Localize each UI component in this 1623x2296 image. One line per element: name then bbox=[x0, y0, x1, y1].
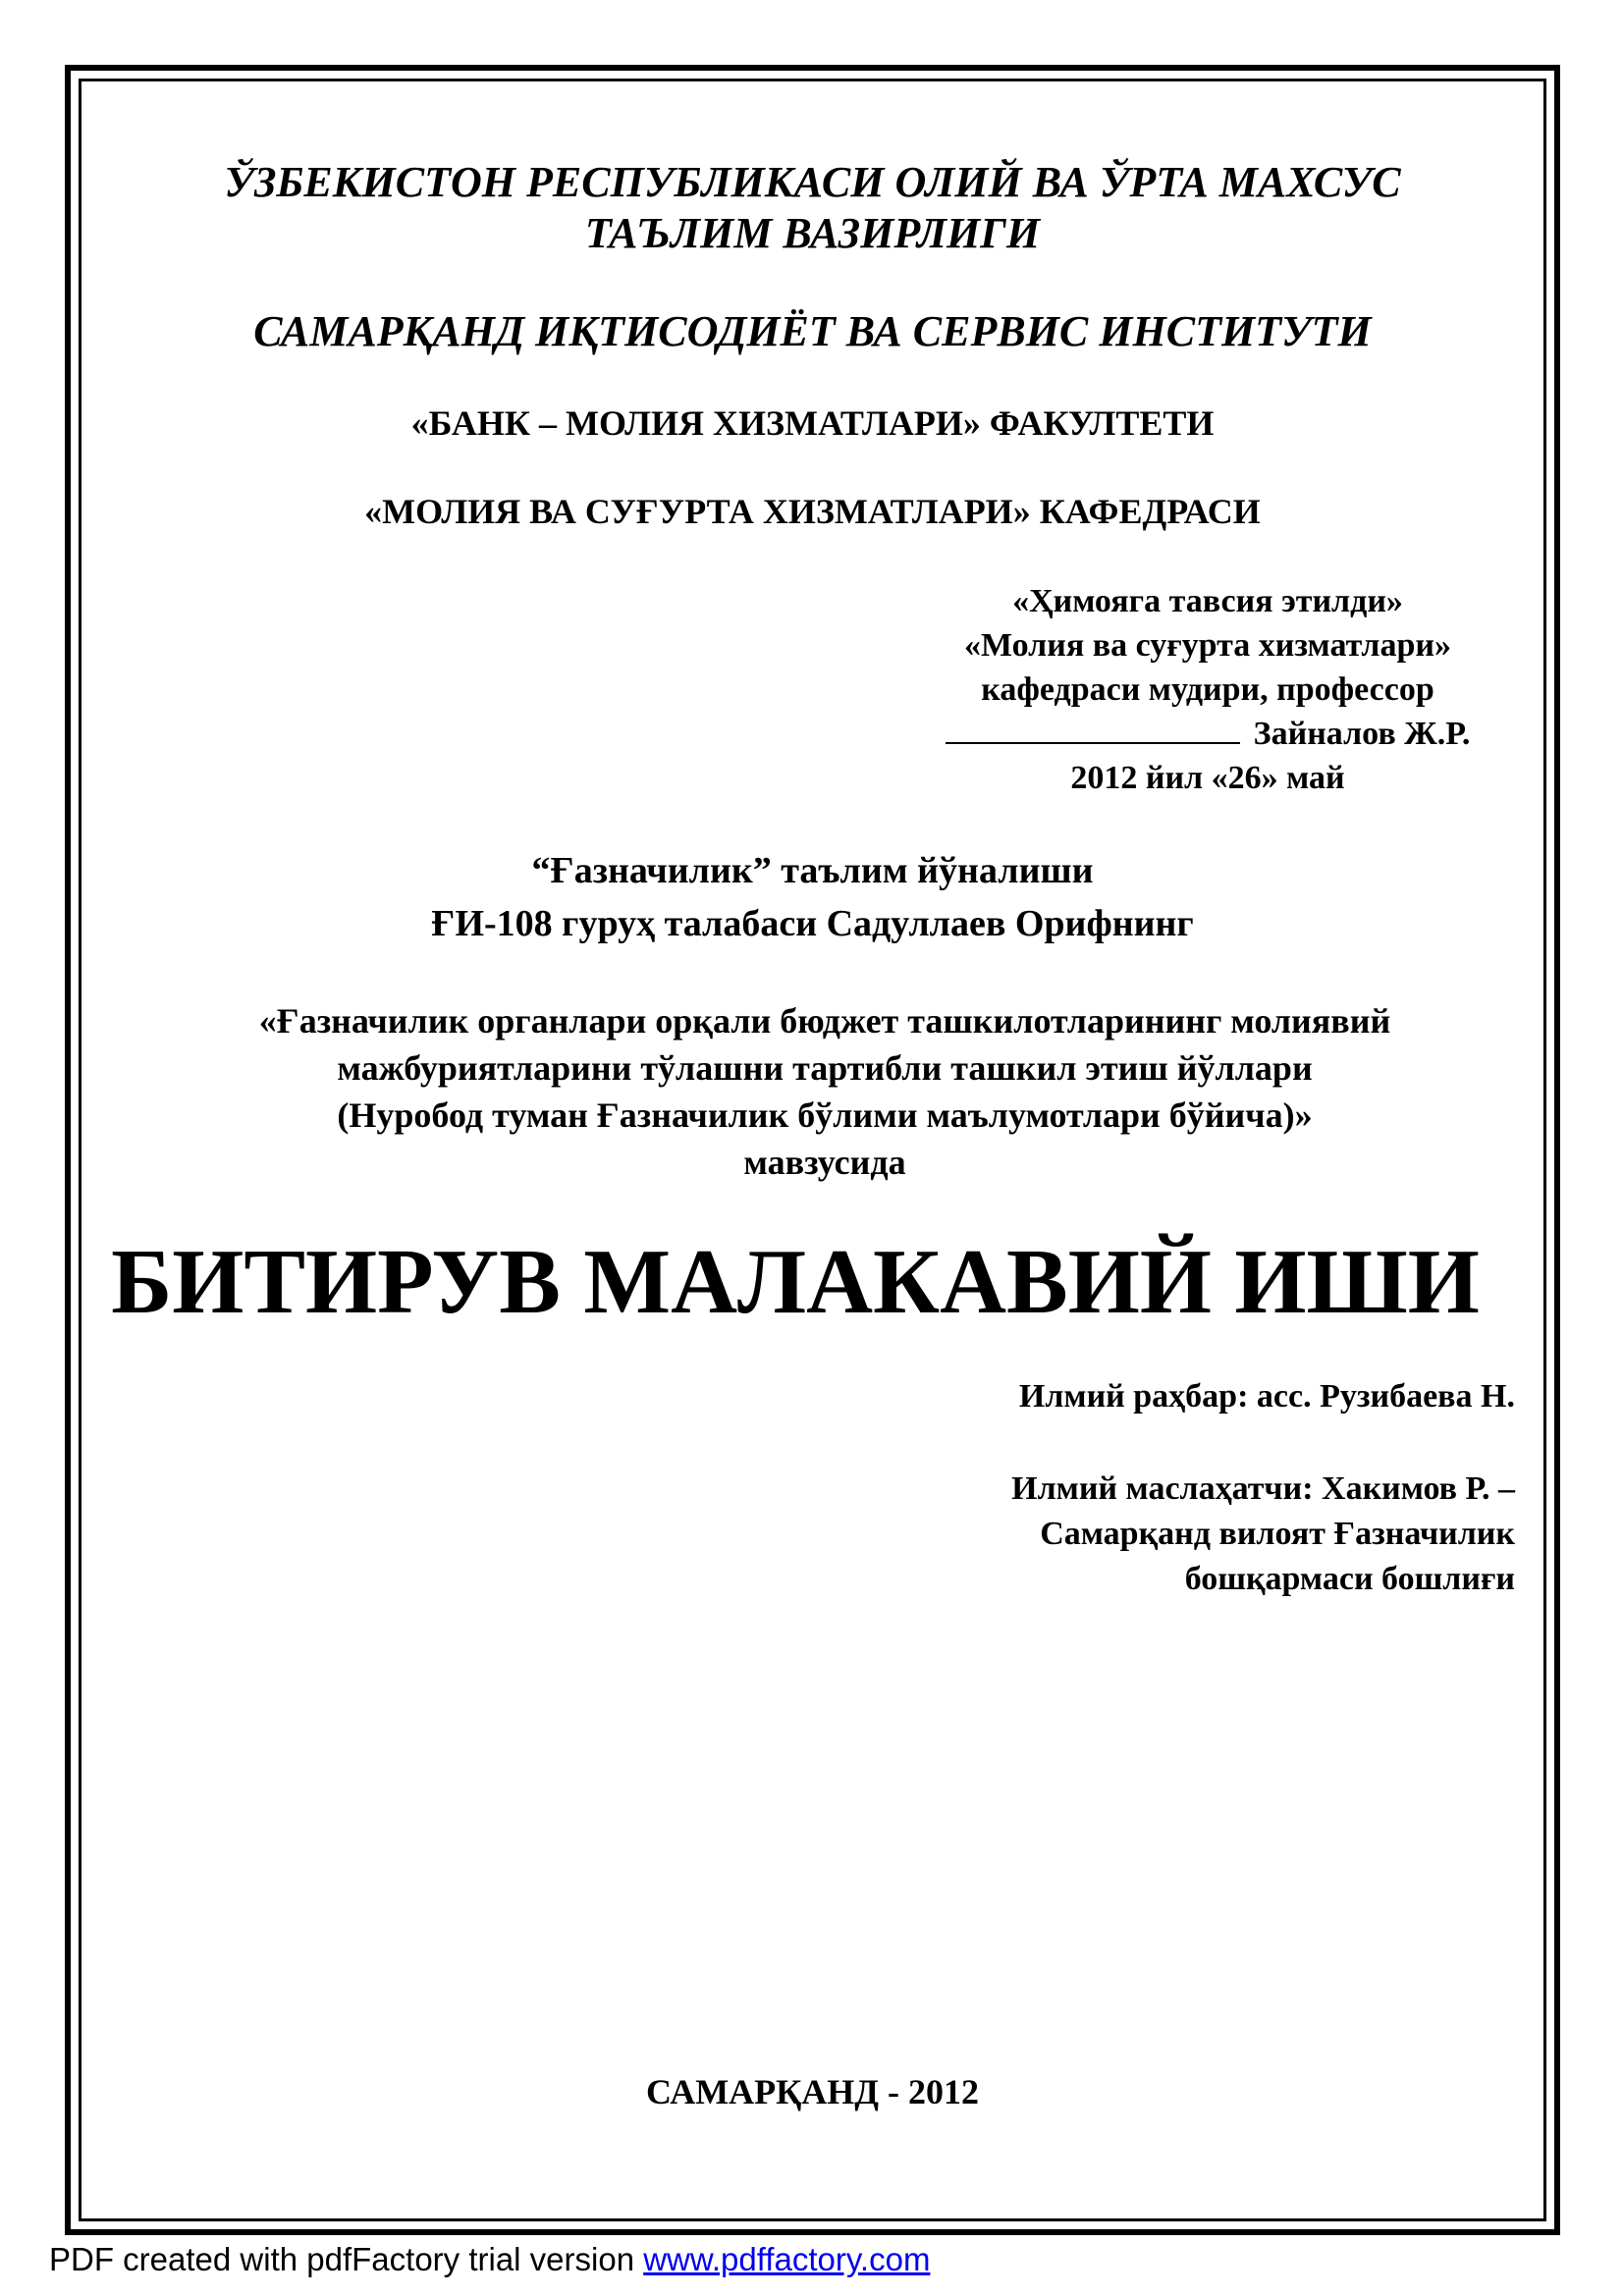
faculty-name: «БАНК – МОЛИЯ ХИЗМАТЛАРИ» ФАКУЛТЕТИ bbox=[410, 403, 1215, 443]
topic-line-2: мажбуриятларини тўлашни тартибли ташкил этиш йўллари bbox=[337, 1048, 1313, 1088]
footer-text: PDF created with pdfFactory trial version bbox=[49, 2241, 644, 2277]
signature-line bbox=[946, 713, 1240, 744]
approval-signature-row bbox=[889, 712, 1527, 756]
consultant-line-1: Илмий маслаҳатчи: Хакимов Р. – bbox=[1011, 1470, 1515, 1507]
city-year: САМАРҚАНД - 2012 bbox=[645, 2072, 980, 2111]
topic-line-4: мавзусида bbox=[743, 1143, 906, 1182]
institute-name: САМАРҚАНД ИҚТИСОДИЁТ ВА СЕРВИС ИНСТИТУТИ bbox=[253, 307, 1372, 355]
approval-block bbox=[889, 579, 1527, 800]
approval-line-1: «Ҳимояга тавсия этилди» bbox=[1012, 583, 1403, 619]
topic-line-3: (Нуробод туман Ғазначилик бўлими маълумотлари бўйича)» bbox=[337, 1095, 1313, 1135]
consultant-line-2: Самарқанд вилоят Ғазначилик bbox=[1040, 1516, 1515, 1552]
ministry-line-1: ЎЗБЕКИСТОН РЕСПУБЛИКАСИ ОЛИЙ ВА ЎРТА МАХСУС bbox=[224, 158, 1401, 206]
ministry-name bbox=[79, 157, 1546, 259]
footer-link[interactable]: www.pdffactory.com bbox=[643, 2241, 931, 2277]
topic-block bbox=[108, 997, 1542, 1186]
department-name: «МОЛИЯ ВА СУҒУРТА ХИЗМАТЛАРИ» КАФЕДРАСИ bbox=[364, 492, 1261, 531]
approval-signer: Зайналов Ж.Р. bbox=[1253, 716, 1471, 752]
student-group-line: ҒИ-108 гуруҳ талабаси Садуллаев Орифнинг bbox=[431, 903, 1194, 944]
pdf-footer bbox=[49, 2241, 930, 2278]
topic-line-1: «Ғазначилик органлари орқали бюджет ташкилотларининг молиявий bbox=[258, 1001, 1391, 1041]
approval-line-3: кафедраси мудири, профессор bbox=[981, 671, 1434, 708]
approval-line-2: «Молия ва суғурта хизматлари» bbox=[963, 627, 1452, 664]
supervisor-line: Илмий раҳбар: асс. Рузибаева Н. bbox=[1018, 1378, 1515, 1415]
student-block bbox=[79, 844, 1546, 950]
study-direction: “Ғазначилик” таълим йўналиши bbox=[531, 850, 1094, 891]
consultant-line-3: бошқармаси бошлиғи bbox=[1184, 1561, 1515, 1597]
approval-date: 2012 йил «26» май bbox=[1070, 760, 1345, 796]
consultant-block bbox=[1011, 1467, 1515, 1602]
ministry-line-2: ТАЪЛИМ ВАЗИРЛИГИ bbox=[584, 209, 1041, 257]
work-title: БИТИРУВ МАЛАКАВИЙ ИШИ bbox=[111, 1231, 1480, 1333]
